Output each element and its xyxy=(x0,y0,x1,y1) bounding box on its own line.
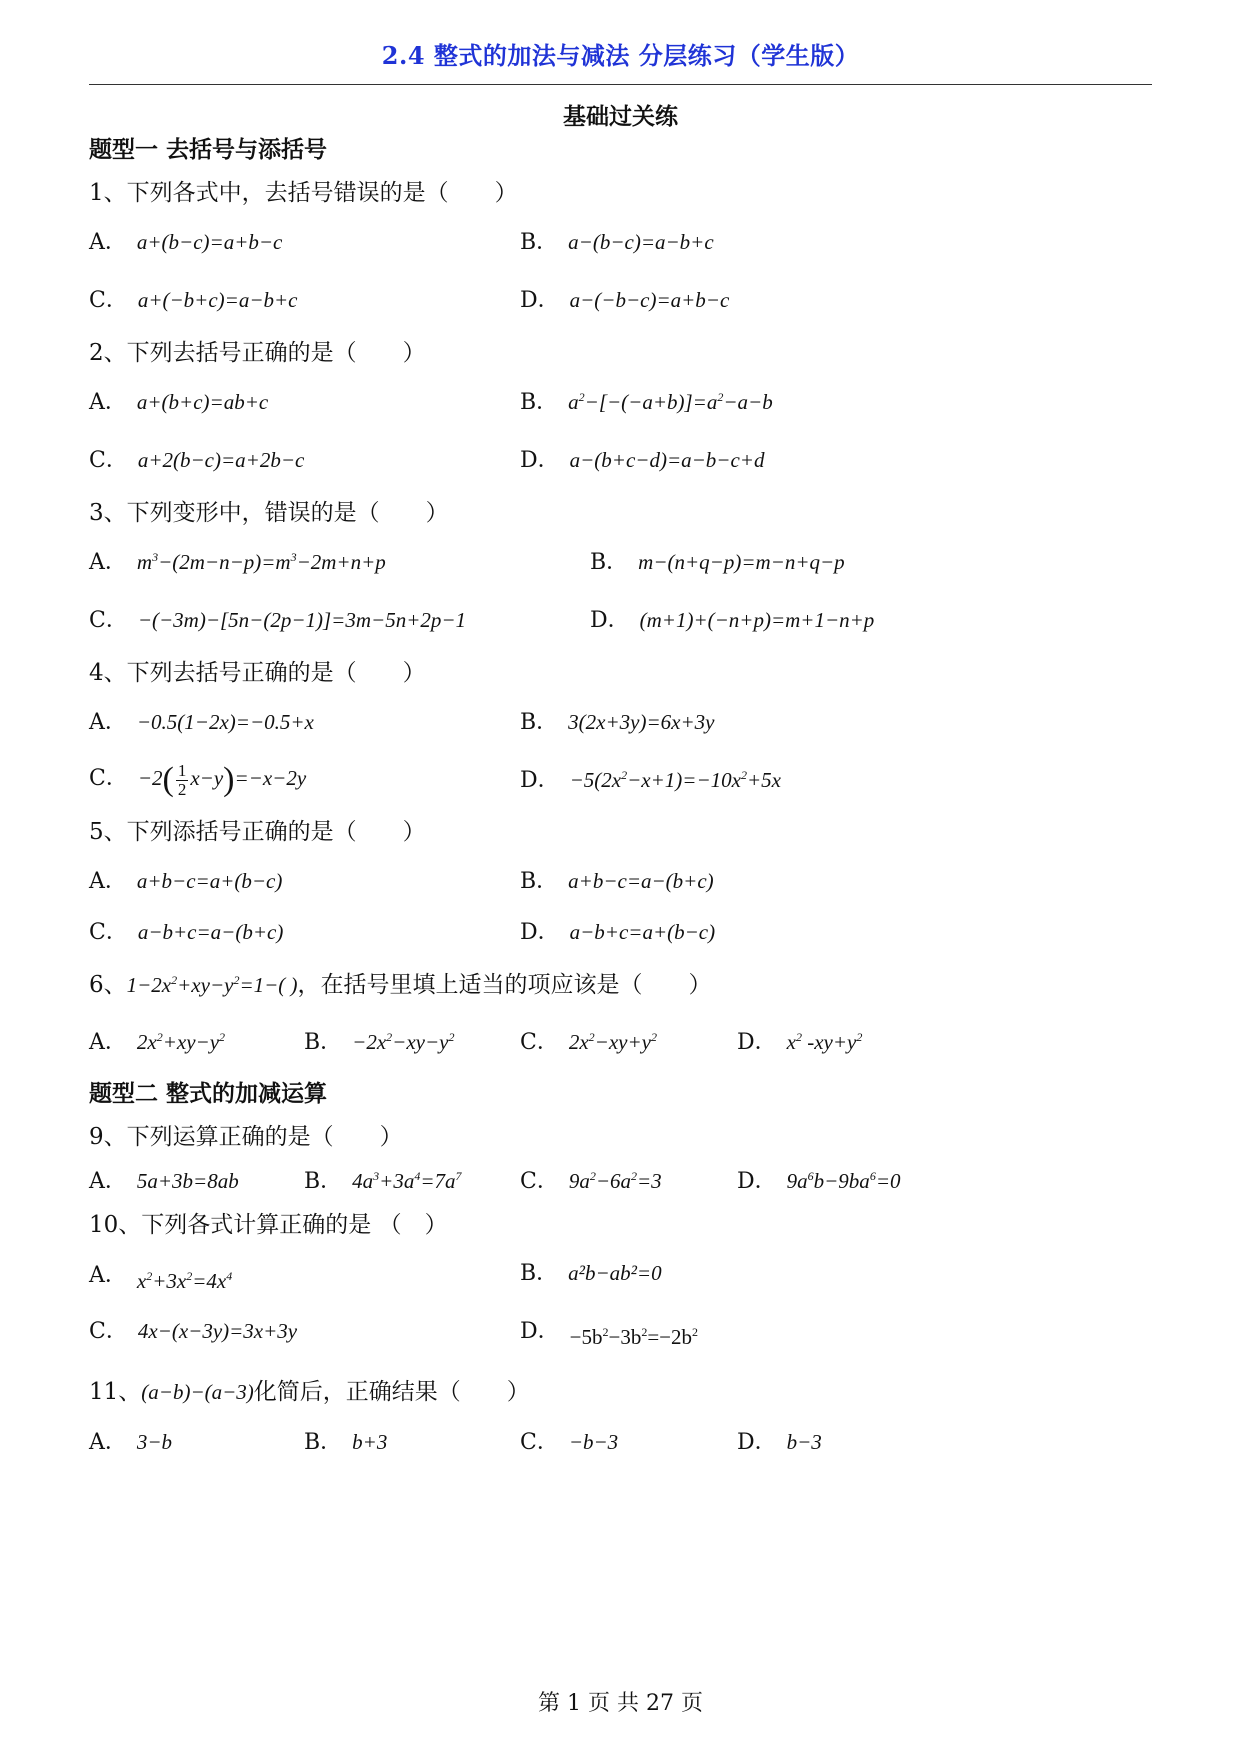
question-5-option-c: C． a−b+c=a−(b+c) xyxy=(89,920,284,945)
question-10-option-a: A． $x^2+3x^2=4x^4$ xyxy=(89,1263,233,1293)
question-4-option-b: B． 3(2x+3y)=6x+3y xyxy=(520,710,715,735)
question-11-option-b: B． b+3 xyxy=(304,1430,388,1455)
question-2-option-a: A． a+(b+c)=ab+c xyxy=(89,390,269,415)
question-10-option-d: D． $-5b^2-3b^2=-2b^2$ xyxy=(520,1319,699,1349)
question-2-option-c: C． a+2(b−c)=a+2b−c xyxy=(89,448,305,473)
question-3-stem: 3、下列变形中，错误的是（ ） xyxy=(89,500,449,526)
question-3-option-d: D． (m+1)+(−n+p)=m+1−n+p xyxy=(590,608,875,633)
question-1-option-d: D． a−(−b−c)=a+b−c xyxy=(520,288,730,313)
question-5-option-a: A． a+b−c=a+(b−c) xyxy=(89,869,283,894)
type1-heading: 题型一 去括号与添括号 xyxy=(89,136,328,163)
question-9-option-d: D． $9a^6b-9ba^6=0$ xyxy=(737,1169,901,1194)
question-5-stem: 5、下列添括号正确的是（ ） xyxy=(89,819,426,845)
question-11-stem: 11、(a−b)−(a−3)化简后，正确结果（ ） xyxy=(89,1379,530,1405)
question-6-option-b: B． $-2x^2-xy-y^2$ xyxy=(304,1030,455,1055)
question-9-option-b: B． $4a^3+3a^4=7a^7$ xyxy=(304,1169,462,1194)
question-10-option-b: B． a²b−ab²=0 xyxy=(520,1261,662,1286)
question-11-option-a: A． 3−b xyxy=(89,1430,173,1455)
question-6-option-c: C． $2x^2-xy+y^2$ xyxy=(520,1030,657,1055)
page-footer: 第 1 页 共 27 页 xyxy=(538,1691,703,1716)
question-6-stem: 6、$1-2x^2+xy-y^2=1-$( )，在括号里填上适当的项应该是（ ） xyxy=(89,972,712,998)
header-divider xyxy=(89,84,1152,85)
question-5-option-b: B． a+b−c=a−(b+c) xyxy=(520,869,714,894)
question-9-option-c: C． $9a^2-6a^2=3$ xyxy=(520,1169,662,1194)
question-2-stem: 2、下列去括号正确的是（ ） xyxy=(89,340,426,366)
question-3-option-a: A． $m^3-(2m-n-p)=m^3-2m+n+p$ xyxy=(89,550,386,575)
question-4-option-a: A． −0.5(1−2x)=−0.5+x xyxy=(89,710,314,735)
question-6-option-a: A． $2x^2+xy-y^2$ xyxy=(89,1030,226,1055)
question-11-option-c: C． −b−3 xyxy=(520,1430,619,1455)
question-4-option-c: C． −2( $\frac{1}{2}$ x−y)=−x−2y xyxy=(89,760,307,799)
question-1-option-a: A． a+(b−c)=a+b−c xyxy=(89,230,283,255)
section-title: 基础过关练 xyxy=(563,103,678,130)
page-header-title: 2.4 整式的加法与减法 分层练习（学生版） xyxy=(381,41,860,70)
question-9-option-a: A． 5a+3b=8ab xyxy=(89,1169,239,1194)
question-5-option-d: D． a−b+c=a+(b−c) xyxy=(520,920,716,945)
question-1-option-b: B． a−(b−c)=a−b+c xyxy=(520,230,714,255)
question-11-option-d: D． b−3 xyxy=(737,1430,822,1455)
question-4-option-d: D． $-5(2x^2-x+1)=-10x^2+5x$ xyxy=(520,768,781,793)
question-2-option-b: B． $a^2-[-(-a+b)]=a^2-a-b$ xyxy=(520,390,773,415)
question-10-option-c: C． 4x−(x−3y)=3x+3y xyxy=(89,1319,298,1344)
question-6-option-d: D． $x^2$ $-xy+y^2$ xyxy=(737,1030,863,1055)
question-3-option-b: B． m−(n+q−p)=m−n+q−p xyxy=(590,550,845,575)
question-9-stem: 9、下列运算正确的是（ ） xyxy=(89,1124,403,1150)
question-1-stem: 1、下列各式中，去括号错误的是（ ） xyxy=(89,180,518,206)
question-2-option-d: D． a−(b+c−d)=a−b−c+d xyxy=(520,448,765,473)
question-1-option-c: C． a+(−b+c)=a−b+c xyxy=(89,288,298,313)
fraction-one-half: $\frac{1}{2}$ xyxy=(177,760,187,799)
question-4-stem: 4、下列去括号正确的是（ ） xyxy=(89,660,426,686)
question-10-stem: 10、下列各式计算正确的是 （ ） xyxy=(89,1212,448,1238)
question-3-option-c: C． −(−3m)−[5n−(2p−1)]=3m−5n+2p−1 xyxy=(89,608,467,633)
type2-heading: 题型二 整式的加减运算 xyxy=(89,1080,328,1107)
